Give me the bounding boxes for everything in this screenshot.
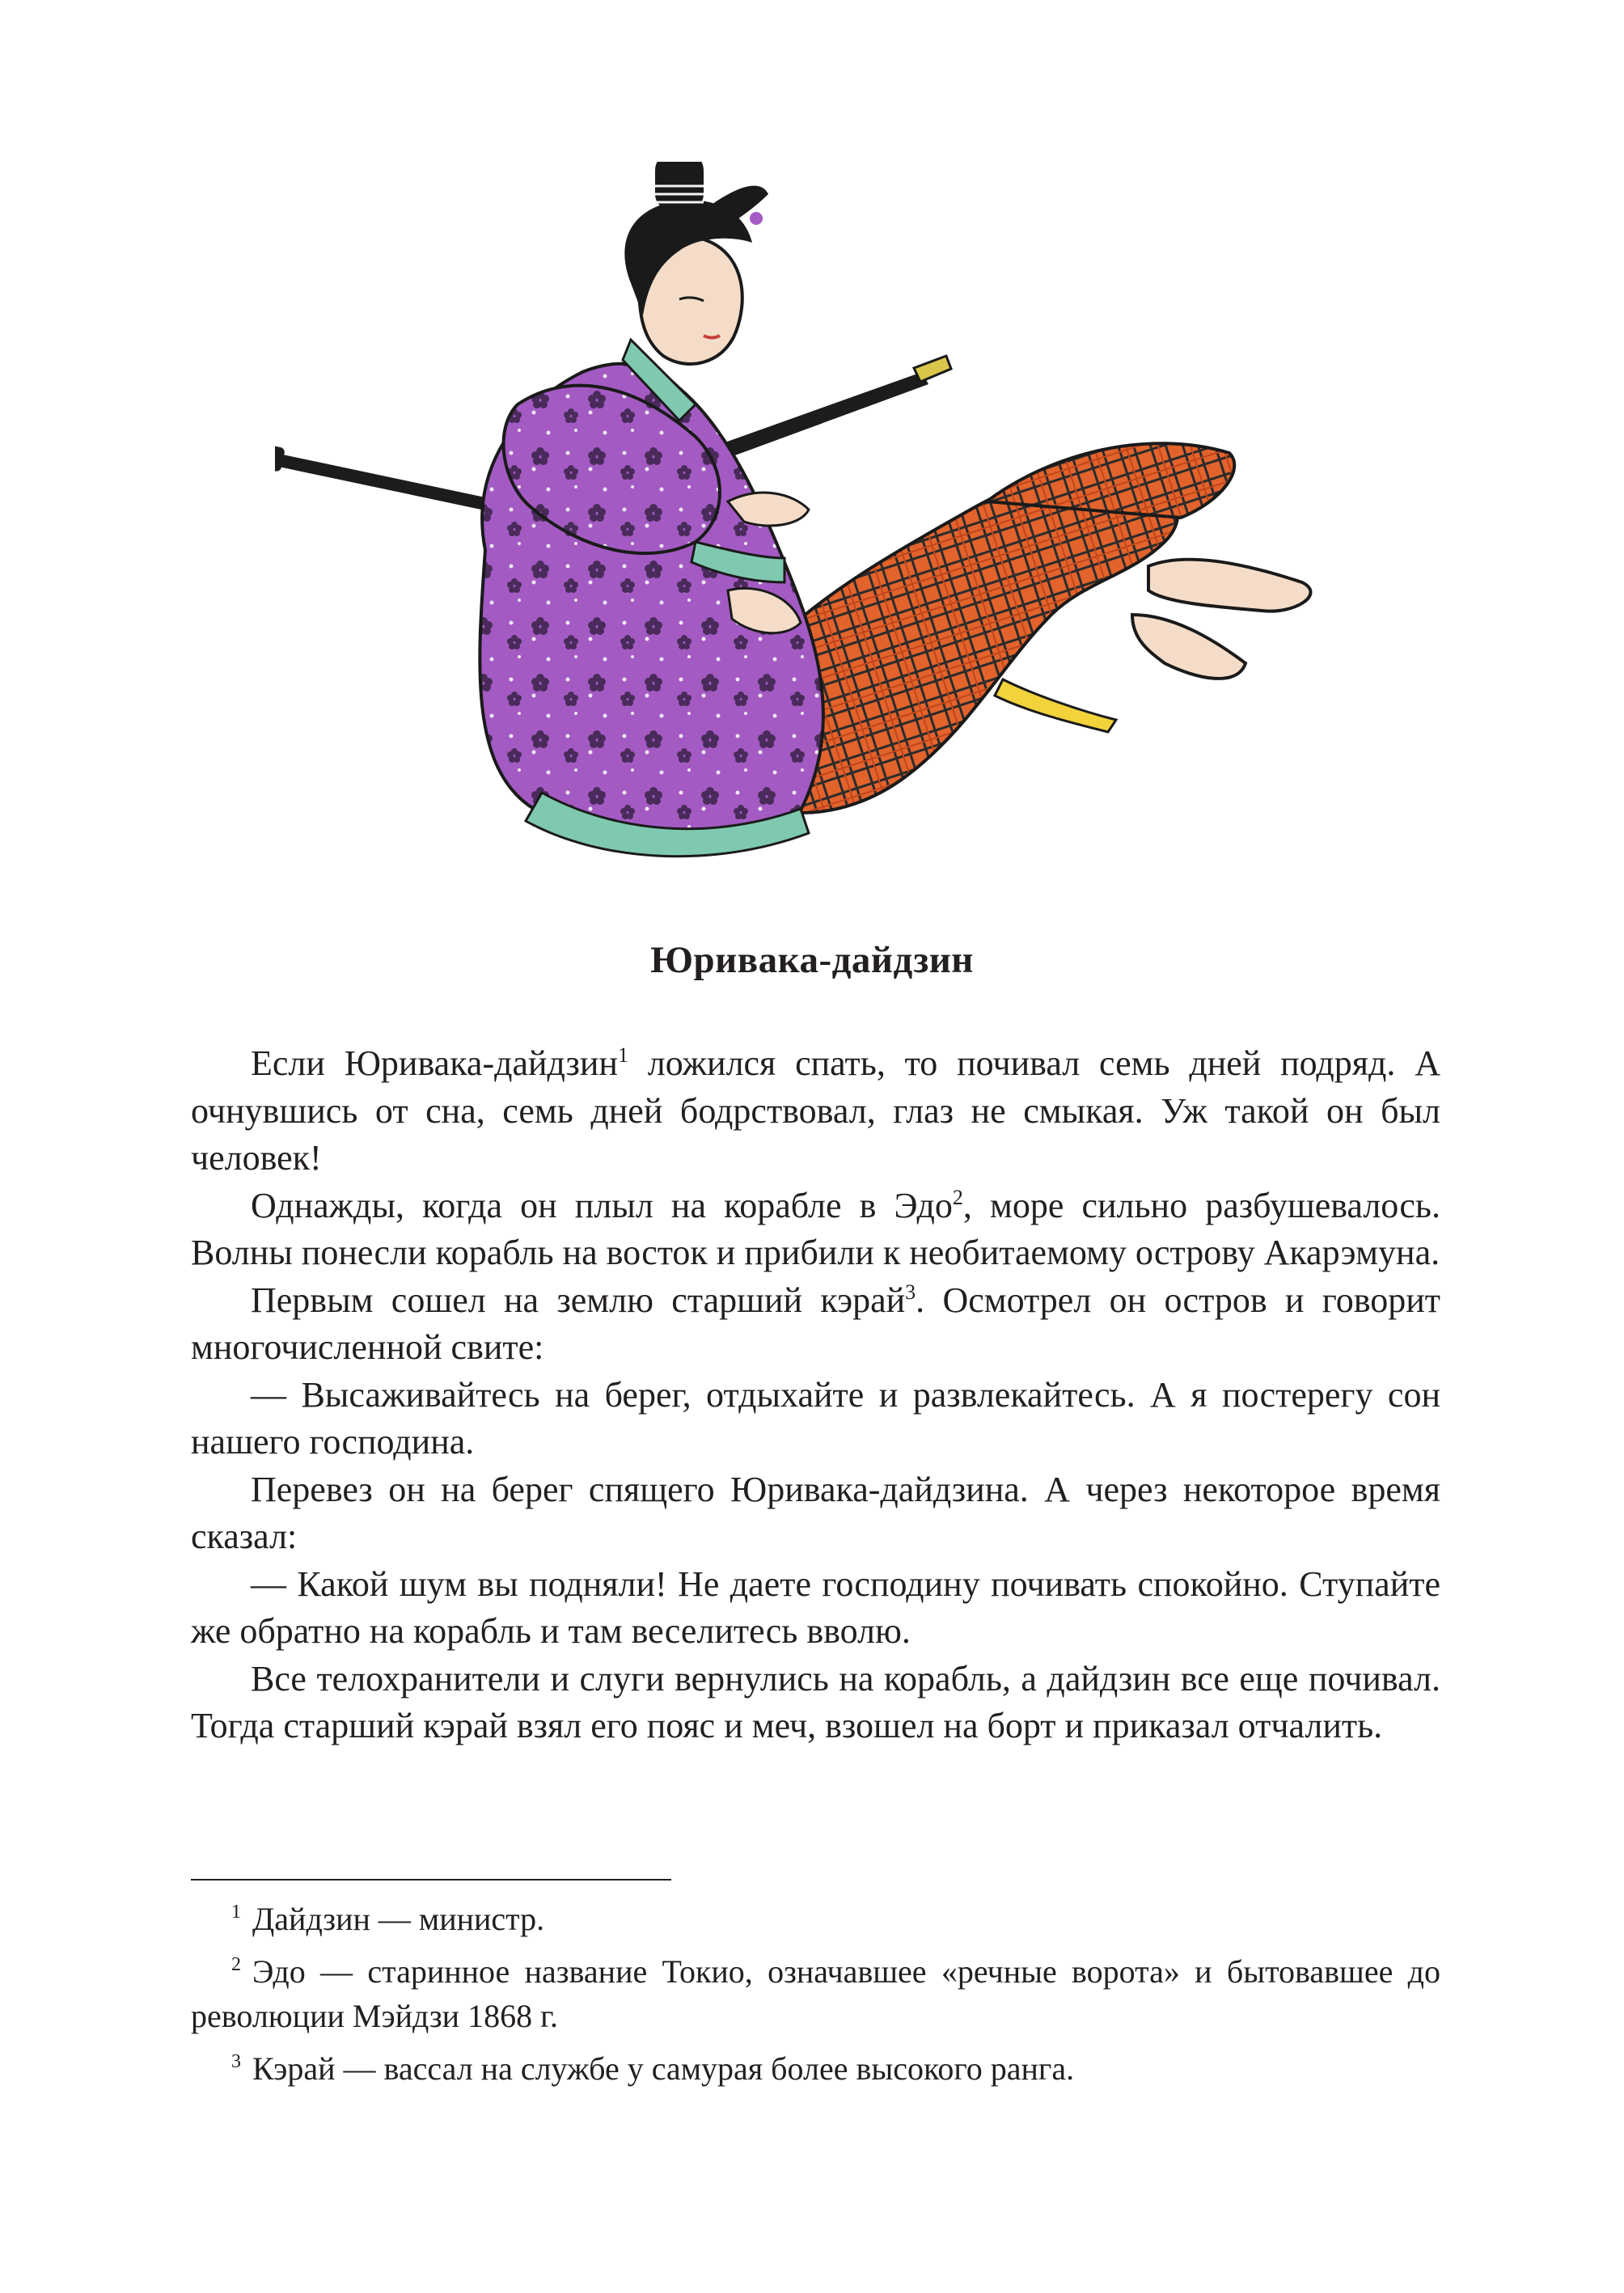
paragraph-text: Если Юривака-дайдзин: [251, 1043, 618, 1083]
footnote-reference: 2: [952, 1185, 963, 1209]
paragraph: [191, 1372, 1440, 1466]
paragraph-text: — Какой шум вы подняли! Не даете господину почивать спокойно. Ступайте же обратно на корабль и там веселитесь вволю.: [191, 1563, 1440, 1651]
paragraph-text: . Осмотрел он остров и говорит многочисленной свите:: [191, 1280, 1440, 1367]
paragraph: [191, 1561, 1440, 1656]
paragraph: [191, 1040, 1440, 1182]
paragraph: [191, 1277, 1440, 1372]
paragraph-text: Первым сошел на землю старший кэрай: [251, 1280, 906, 1320]
footnote-divider: [191, 1879, 671, 1881]
paragraph-text: Однажды, когда он плыл на корабле в Эдо: [251, 1185, 953, 1225]
paragraph-text: ложился спать, то почивал семь дней подряд. А очнувшись от сна, семь дней бодрствовал, глаз не смыкая. Уж такой он был человек!: [191, 1043, 1440, 1178]
footnote-text: Эдо — старинное название Токио, означавшее «речные ворота» и бытовавшее до революции Мэйдзи 1868 г.: [191, 1953, 1440, 2034]
paragraph-text: , море сильно разбушевалось. Волны понесли корабль на восток и прибили к необитаемому острову Акарэмуна.: [191, 1185, 1440, 1272]
paragraph: [191, 1182, 1440, 1277]
footnote: [191, 1897, 1440, 1941]
footnote-text: Кэрай — вассал на службе у самурая более высокого ранга.: [252, 2050, 1075, 2087]
story-body: [191, 1040, 1440, 1750]
paragraph-text: — Высаживайтесь на берег, отдыхайте и развлекайтесь. А я постерегу сон нашего господина.: [191, 1374, 1440, 1462]
story-title: Юривака-дайдзин: [650, 939, 974, 981]
footnote-number: 1: [231, 1902, 241, 1923]
paragraph-text: Все телохранители и слуги вернулись на корабль, а дайдзин все еще почивал. Тогда старший кэрай взял его пояс и меч, взошел на борт и приказал отчалить.: [191, 1658, 1440, 1745]
footnote-number: 2: [231, 1954, 241, 1975]
footnotes: [191, 1897, 1440, 2099]
illustration-woman-with-sword: [275, 162, 1359, 874]
paragraph: [191, 1466, 1440, 1561]
footnote-reference: 3: [905, 1280, 916, 1304]
paragraph-text: Перевез он на берег спящего Юривака-дайдзина. А через некоторое время сказал:: [191, 1469, 1440, 1556]
footnote-text: Дайдзин — министр.: [252, 1901, 545, 1937]
woman-head: [624, 162, 768, 364]
footnote-number: 3: [231, 2051, 241, 2072]
footnote: [191, 2046, 1440, 2091]
paragraph: [191, 1656, 1440, 1750]
woman-in-kimono: [480, 340, 823, 857]
footnote-reference: 1: [617, 1043, 628, 1067]
footnote: [191, 1949, 1440, 2038]
